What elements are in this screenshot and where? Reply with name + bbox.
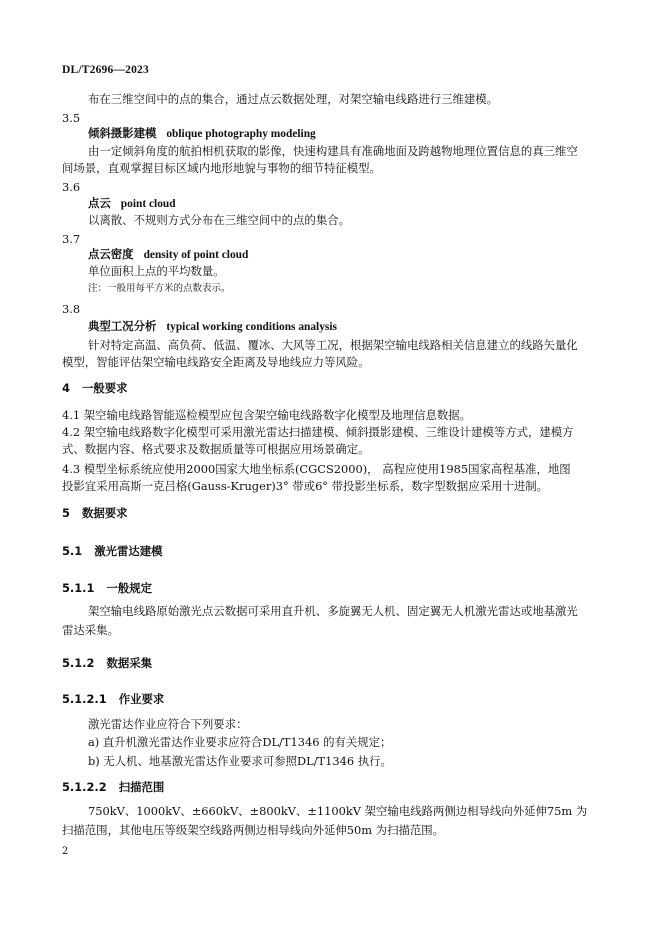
subsection-number: 5.1.1 [62, 581, 95, 595]
term-definition-line: 针对特定高温、高负荷、低温、覆冰、大风等工况，根据架空输电线路相关信息建立的线路矢量化 [88, 338, 578, 352]
subsection-heading [62, 543, 163, 559]
page-number: 2 [62, 846, 69, 857]
term-definition-line: 间场景，直观掌握目标区域内地形地貌与事物的细节特征模型。 [62, 161, 381, 175]
term-heading [88, 318, 337, 335]
section-number: 5 [62, 506, 70, 520]
term-number: 3.5 [62, 111, 81, 125]
term-zh: 典型工况分析 [88, 319, 157, 333]
term-definition-line: 单位面积上点的平均数量。 [88, 264, 225, 278]
term-number: 3.8 [62, 302, 81, 316]
section-heading [62, 505, 128, 521]
term-heading [88, 125, 316, 142]
subsection-heading [62, 580, 152, 596]
term-en: oblique photography modeling [166, 128, 316, 140]
term-definition-line: 模型，智能评估架空输电线路安全距离及导地线应力等风险。 [62, 355, 370, 369]
subsection-number: 5.1 [62, 544, 83, 558]
term-en: typical working conditions analysis [166, 321, 337, 333]
section-title: 一般要求 [81, 381, 128, 395]
subsection-heading [62, 779, 164, 795]
section-title: 数据要求 [81, 506, 128, 520]
term-en: density of point cloud [143, 249, 249, 261]
term-en: point cloud [120, 198, 176, 210]
section-number: 4 [62, 381, 70, 395]
term-number: 3.7 [62, 232, 81, 246]
subsection-number: 5.1.2.1 [62, 692, 107, 706]
subsection-number: 5.1.2.2 [62, 780, 107, 794]
subsection-title: 数据采集 [106, 656, 153, 670]
paragraph-line: 雷达采集。 [62, 623, 119, 637]
term-definition-line: 由一定倾斜角度的航拍相机获取的影像，快速构建具有准确地面及跨越物地理位置信息的真三维空 [88, 144, 578, 158]
list-item: a) 直升机激光雷达作业要求应符合DL/T1346 的有关规定； [88, 735, 392, 749]
term-definition-line: 以离散、不规则方式分布在三维空间中的点的集合。 [88, 213, 350, 227]
clause-line: 式、数据内容、格式要求及数据质量等可根据应用场景确定。 [62, 442, 370, 456]
subsection-heading [62, 655, 152, 671]
subsection-number: 5.1.2 [62, 656, 95, 670]
paragraph-line: 750kV、1000kV、±660kV、±800kV、±1100kV 架空输电线路两侧边相导线向外延伸75m 为 [88, 804, 588, 818]
term-zh: 点云密度 [88, 247, 134, 261]
paragraph-line: 激光雷达作业应符合下列要求： [88, 717, 248, 731]
page-header: DL/T2696—2023 [62, 64, 149, 76]
paragraph-line: 扫描范围，其他电压等级架空线路两侧边相导线向外延伸50m 为扫描范围。 [62, 823, 445, 837]
section-heading [62, 380, 128, 396]
paragraph-line: 架空输电线路原始激光点云数据可采用直升机、多旋翼无人机、固定翼无人机激光雷达或地基激光 [88, 604, 578, 618]
term-number: 3.6 [62, 180, 81, 194]
term-note: 注：一般用每平方米的点数表示。 [88, 283, 231, 294]
term-zh: 点云 [88, 196, 111, 210]
subsection-heading [62, 691, 164, 707]
term-zh: 倾斜摄影建模 [88, 126, 157, 140]
subsection-title: 一般规定 [106, 581, 153, 595]
term-heading [88, 246, 248, 263]
subsection-title: 扫描范围 [118, 780, 165, 794]
subsection-title: 作业要求 [118, 692, 165, 706]
term-heading [88, 195, 176, 212]
clause-line: 4.1 架空输电线路智能巡检模型应包含架空输电线路数字化模型及地理信息数据。 [62, 408, 472, 422]
clause-line: 4.2 架空输电线路数字化模型可采用激光雷达扫描建模、倾斜摄影建模、三维设计建模等方式，建模方 [62, 425, 574, 439]
list-item: b) 无人机、地基激光雷达作业要求可参照DL/T1346 执行。 [88, 754, 392, 768]
intro-text: 布在三维空间中的点的集合，通过点云数据处理，对架空输电线路进行三维建模。 [88, 92, 499, 106]
subsection-title: 激光雷达建模 [94, 544, 163, 558]
clause-line: 投影宜采用高斯一克吕格(Gauss-Kruger)3° 带或6° 带投影坐标系，数字型数据应采用十进制。 [62, 479, 549, 493]
clause-line: 4.3 模型坐标系统应使用2000国家大地坐标系(CGCS2000)， 高程应使用1985国家高程基准，地图 [62, 462, 571, 476]
